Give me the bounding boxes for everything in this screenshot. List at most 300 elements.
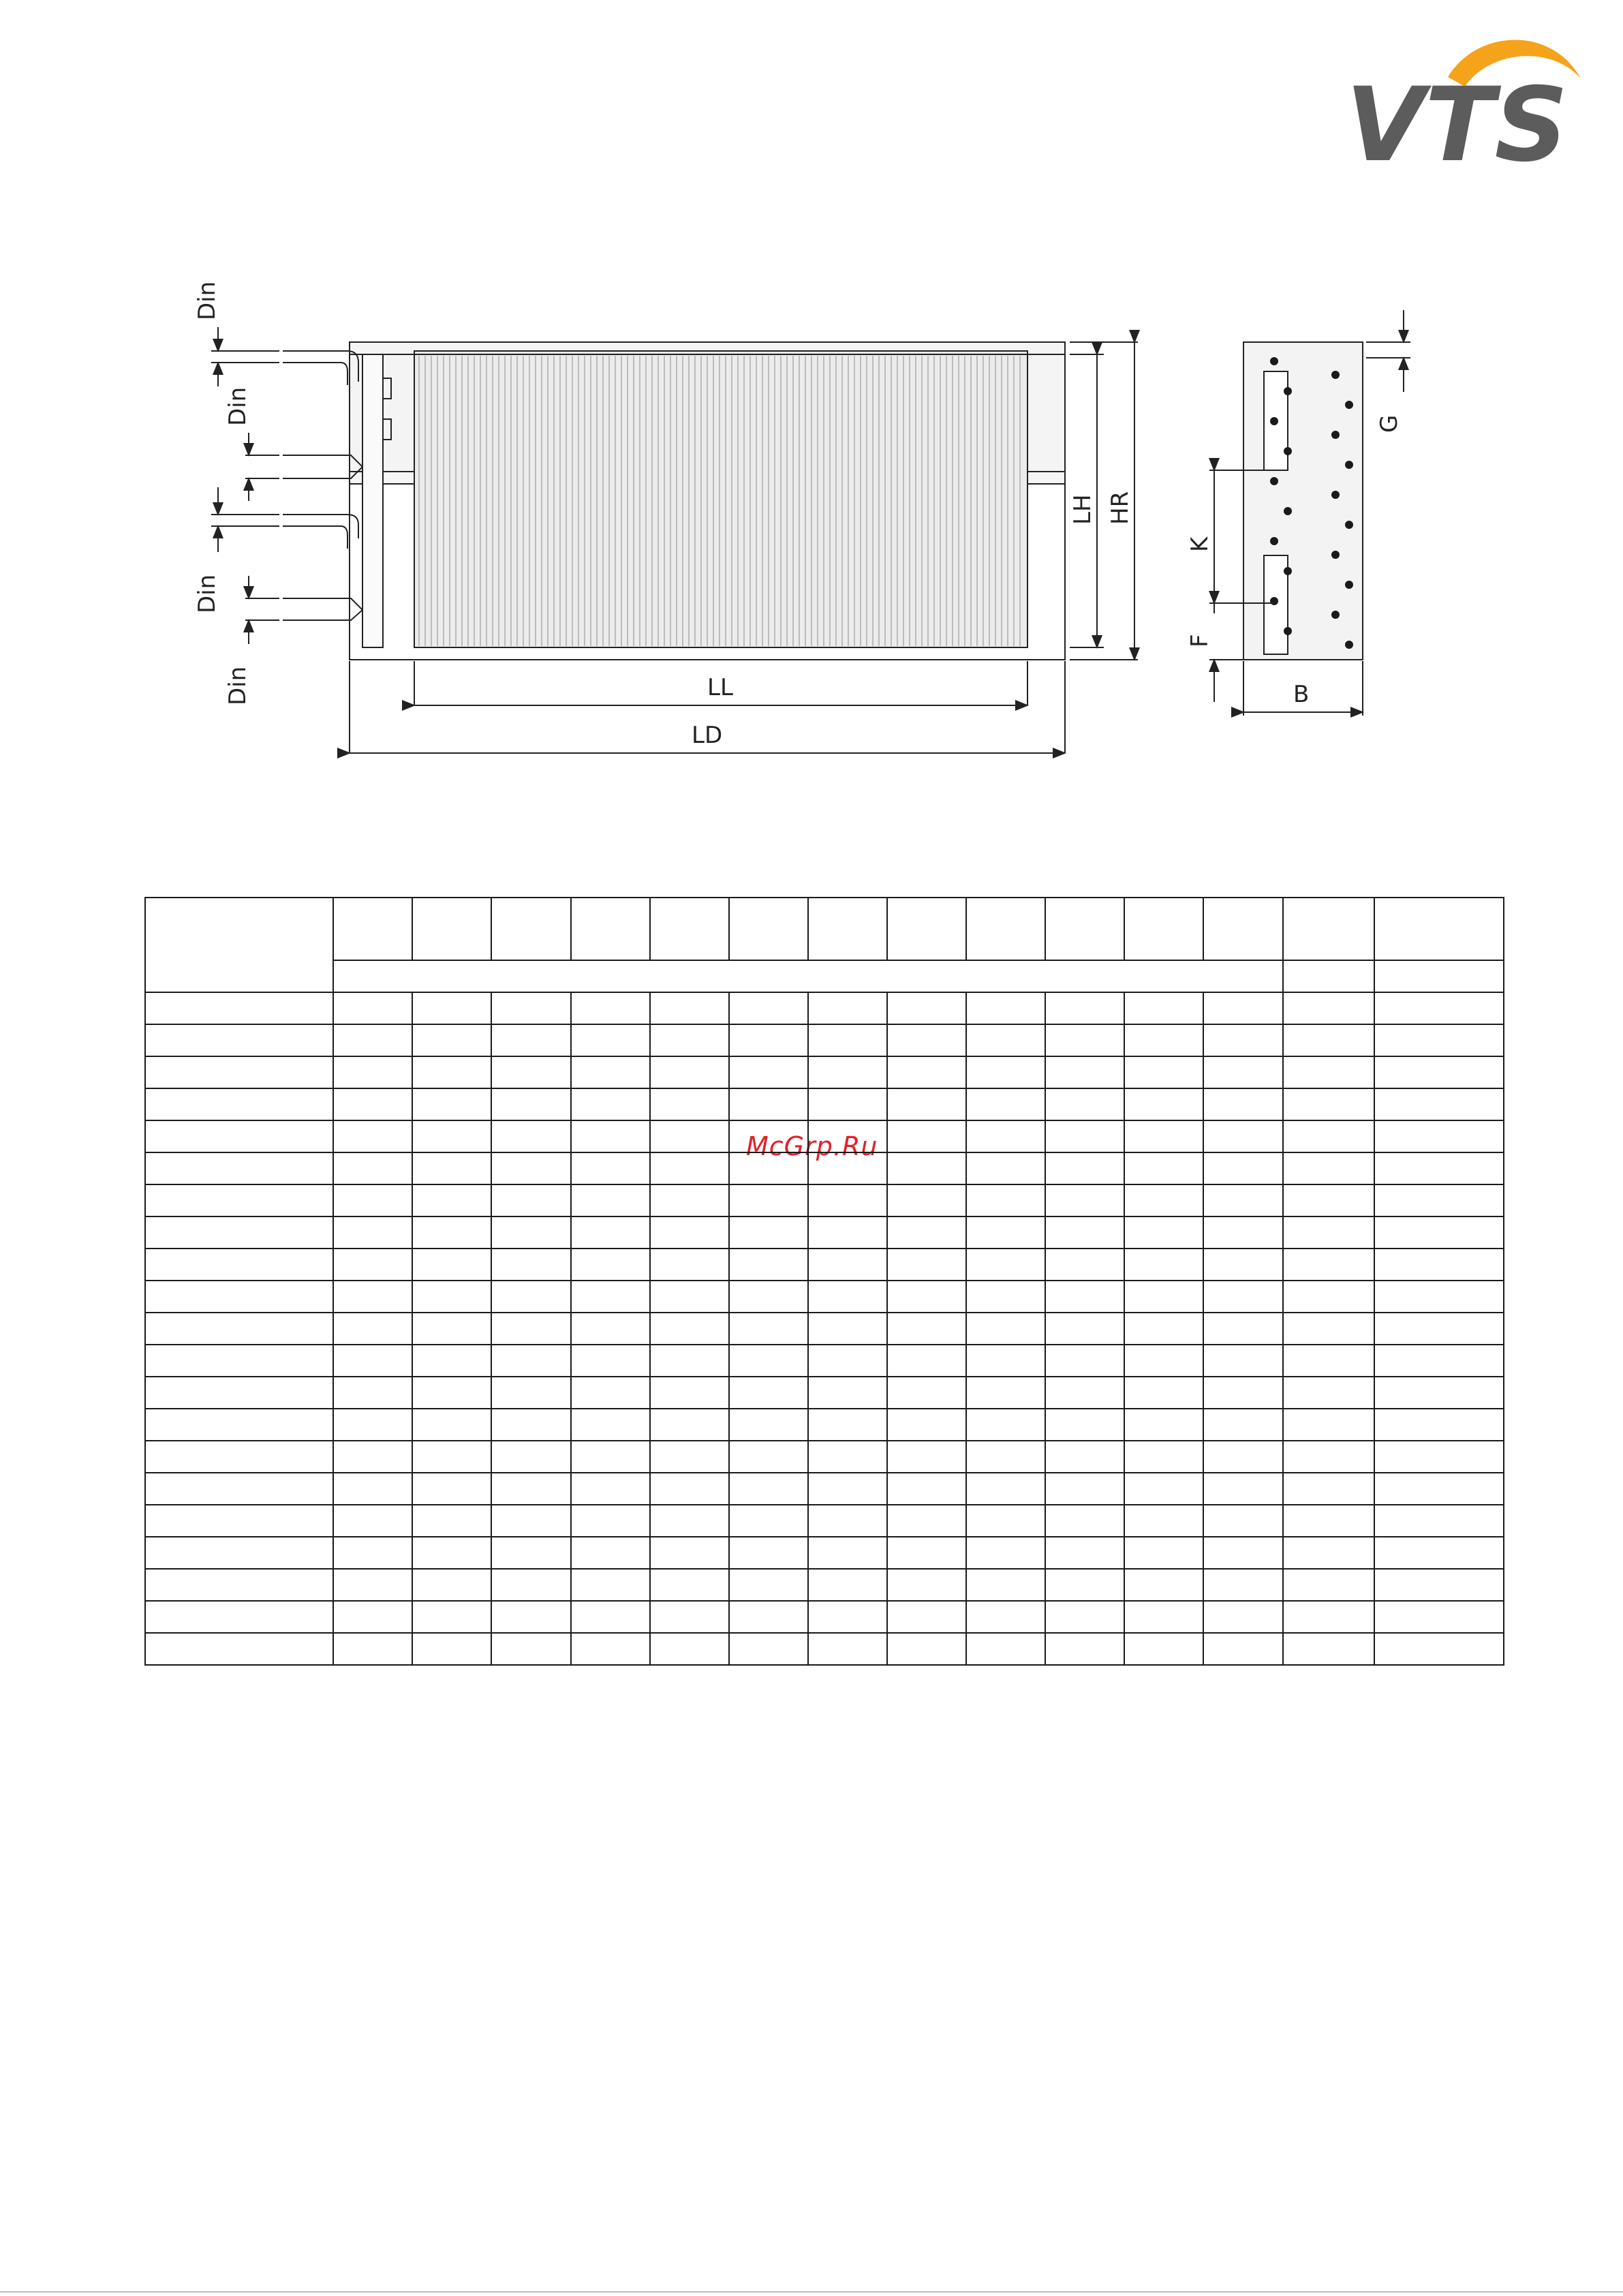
header-cell: [491, 898, 570, 960]
table-cell: [1124, 1473, 1203, 1505]
table-cell: [1374, 1056, 1504, 1088]
table-cell: [571, 1120, 650, 1152]
table-cell: [491, 1345, 570, 1377]
table-cell: [887, 1601, 966, 1633]
table-row: [145, 1313, 1504, 1345]
table-cell: [808, 1601, 887, 1633]
table-cell: [966, 1024, 1045, 1056]
table-cell: [1374, 1152, 1504, 1184]
tube-dot: [1284, 567, 1292, 575]
table-cell: [491, 1056, 570, 1088]
table-cell: [1374, 1249, 1504, 1281]
table-cell: [729, 1409, 808, 1441]
label-f: F: [1186, 634, 1214, 647]
table-cell: [1374, 1409, 1504, 1441]
table-cell: [1045, 1281, 1124, 1313]
table-cell: [729, 1377, 808, 1409]
table-cell: [808, 1313, 887, 1345]
tube-dot: [1345, 461, 1353, 469]
table-cell: [1203, 1216, 1282, 1249]
table-cell: [887, 1024, 966, 1056]
table-row: [145, 1088, 1504, 1120]
table-cell: [1124, 1056, 1203, 1088]
table-cell: [412, 1473, 491, 1505]
tube-dot: [1270, 597, 1278, 605]
table-cell: [1374, 1505, 1504, 1537]
table-cell: [808, 1569, 887, 1601]
table-cell: [145, 1216, 333, 1249]
table-cell: [1283, 1152, 1374, 1184]
table-cell: [650, 1313, 729, 1345]
outlet-pipe-2: [283, 598, 362, 620]
table-cell: [412, 1152, 491, 1184]
table-cell: [571, 1633, 650, 1665]
table-cell: [1283, 1505, 1374, 1537]
table-cell: [887, 1120, 966, 1152]
table-cell: [1045, 1024, 1124, 1056]
table-cell: [145, 1088, 333, 1120]
table-cell: [966, 1281, 1045, 1313]
table-cell: [808, 1024, 887, 1056]
table-cell: [729, 1633, 808, 1665]
table-cell: [650, 1473, 729, 1505]
table-cell: [887, 1569, 966, 1601]
table-cell: [1283, 1281, 1374, 1313]
tube-dot: [1270, 417, 1278, 425]
table-cell: [412, 992, 491, 1024]
table-cell: [491, 1441, 570, 1473]
table-cell: [412, 1537, 491, 1569]
table-cell: [1045, 1088, 1124, 1120]
table-row: [145, 1409, 1504, 1441]
table-row: [145, 1633, 1504, 1665]
label-b: B: [1293, 681, 1310, 708]
table-cell: [145, 992, 333, 1024]
header-cell: [1374, 898, 1504, 960]
table-cell: [729, 1601, 808, 1633]
table-row: [145, 1345, 1504, 1377]
table-cell: [650, 1120, 729, 1152]
tube-dot: [1284, 507, 1292, 515]
table-cell: [571, 1345, 650, 1377]
table-cell: [412, 1249, 491, 1281]
table-cell: [966, 1313, 1045, 1345]
header-cell: [333, 960, 1282, 992]
table-cell: [729, 1120, 808, 1152]
table-cell: [1283, 992, 1374, 1024]
table-cell: [729, 992, 808, 1024]
table-cell: [966, 1633, 1045, 1665]
table-cell: [412, 1024, 491, 1056]
table-cell: [1283, 1473, 1374, 1505]
table-cell: [887, 1377, 966, 1409]
table-cell: [491, 1505, 570, 1537]
table-cell: [729, 1281, 808, 1313]
table-cell: [1374, 1313, 1504, 1345]
table-cell: [145, 1313, 333, 1345]
header-cell: [1124, 898, 1203, 960]
tube-dot: [1345, 641, 1353, 649]
table-cell: [333, 1441, 412, 1473]
table-cell: [1045, 1473, 1124, 1505]
table-cell: [491, 1409, 570, 1441]
table-cell: [966, 1537, 1045, 1569]
header-cell: [412, 898, 491, 960]
table-cell: [808, 992, 887, 1024]
table-cell: [412, 1409, 491, 1441]
table-cell: [145, 1345, 333, 1377]
table-cell: [333, 1505, 412, 1537]
table-cell: [571, 992, 650, 1024]
header-cell: [650, 898, 729, 960]
table-cell: [1203, 1152, 1282, 1184]
table-cell: [333, 1120, 412, 1152]
table-cell: [1124, 1313, 1203, 1345]
table-cell: [1283, 1249, 1374, 1281]
table-cell: [1283, 1088, 1374, 1120]
table-cell: [412, 1088, 491, 1120]
header-cell: [571, 898, 650, 960]
table-cell: [333, 1569, 412, 1601]
table-cell: [333, 1249, 412, 1281]
table-cell: [491, 1216, 570, 1249]
table-row: [145, 1152, 1504, 1184]
table-cell: [571, 1505, 650, 1537]
table-cell: [571, 1537, 650, 1569]
table-cell: [650, 1441, 729, 1473]
table-cell: [1124, 1441, 1203, 1473]
table-row: [145, 1537, 1504, 1569]
header-cell: [1374, 960, 1504, 992]
table-cell: [1045, 1569, 1124, 1601]
table-cell: [808, 1473, 887, 1505]
table-cell: [1124, 1569, 1203, 1601]
table-cell: [1283, 1216, 1374, 1249]
table-cell: [491, 1184, 570, 1216]
table-cell: [145, 1024, 333, 1056]
table-cell: [650, 1537, 729, 1569]
table-cell: [650, 1152, 729, 1184]
table-cell: [1374, 1184, 1504, 1216]
table-cell: [571, 1377, 650, 1409]
table-cell: [571, 1024, 650, 1056]
table-row: [145, 1473, 1504, 1505]
table-cell: [145, 1056, 333, 1088]
table-cell: [145, 1152, 333, 1184]
table-cell: [491, 1633, 570, 1665]
table-cell: [412, 1281, 491, 1313]
table-cell: [729, 1441, 808, 1473]
table-cell: [966, 992, 1045, 1024]
table-cell: [1283, 1313, 1374, 1345]
table-cell: [650, 1249, 729, 1281]
table-cell: [1203, 1569, 1282, 1601]
table-cell: [571, 1569, 650, 1601]
table-cell: [966, 1377, 1045, 1409]
header-cell: [729, 898, 808, 960]
table-cell: [1374, 1441, 1504, 1473]
table-cell: [887, 1441, 966, 1473]
table-cell: [729, 1024, 808, 1056]
tube-dot: [1284, 627, 1292, 635]
table-cell: [1203, 1056, 1282, 1088]
header-cell: [808, 898, 887, 960]
table-cell: [808, 1249, 887, 1281]
table-cell: [491, 1601, 570, 1633]
table-cell: [729, 1152, 808, 1184]
table-cell: [966, 1249, 1045, 1281]
table-row: [145, 1505, 1504, 1537]
table-cell: [571, 1601, 650, 1633]
table-cell: [966, 1345, 1045, 1377]
table-cell: [491, 1537, 570, 1569]
table-cell: [1124, 1216, 1203, 1249]
table-cell: [650, 1184, 729, 1216]
tube-dot: [1345, 581, 1353, 589]
table-cell: [1124, 1120, 1203, 1152]
table-cell: [1124, 1409, 1203, 1441]
table-cell: [966, 1601, 1045, 1633]
table-cell: [1203, 992, 1282, 1024]
table-cell: [966, 1088, 1045, 1120]
tube-dot: [1331, 371, 1340, 379]
table-cell: [966, 1152, 1045, 1184]
table-cell: [966, 1120, 1045, 1152]
table-cell: [145, 1473, 333, 1505]
table-cell: [1045, 992, 1124, 1024]
table-cell: [808, 1120, 887, 1152]
table-cell: [333, 1281, 412, 1313]
header-cell: [1283, 960, 1374, 992]
table-cell: [491, 1313, 570, 1345]
table-cell: [650, 1216, 729, 1249]
table-cell: [145, 1184, 333, 1216]
table-cell: [1374, 992, 1504, 1024]
table-cell: [966, 1473, 1045, 1505]
label-ld: LD: [692, 722, 723, 749]
tube-dot: [1331, 611, 1340, 619]
table-cell: [1124, 1345, 1203, 1377]
table-cell: [1283, 1537, 1374, 1569]
table-cell: [412, 1505, 491, 1537]
table-cell: [808, 1409, 887, 1441]
table-cell: [650, 1569, 729, 1601]
bottom-rule: [0, 2291, 1623, 2293]
table-cell: [1283, 1601, 1374, 1633]
table-cell: [808, 1152, 887, 1184]
table-cell: [1045, 1216, 1124, 1249]
specification-table: [144, 897, 1504, 1666]
table-cell: [729, 1184, 808, 1216]
table-cell: [145, 1569, 333, 1601]
table-cell: [1203, 1088, 1282, 1120]
table-cell: [1203, 1601, 1282, 1633]
table-cell: [650, 1601, 729, 1633]
table-cell: [1124, 1152, 1203, 1184]
table-cell: [1045, 1313, 1124, 1345]
table-cell: [1203, 1633, 1282, 1665]
table-cell: [1283, 1056, 1374, 1088]
table-cell: [1045, 1056, 1124, 1088]
table-cell: [729, 1505, 808, 1537]
table-cell: [887, 1505, 966, 1537]
table-cell: [729, 1088, 808, 1120]
table-cell: [571, 1313, 650, 1345]
table-cell: [729, 1537, 808, 1569]
table-cell: [729, 1473, 808, 1505]
table-cell: [333, 1409, 412, 1441]
table-cell: [1045, 1441, 1124, 1473]
table-cell: [491, 1473, 570, 1505]
table-cell: [808, 1088, 887, 1120]
table-cell: [1203, 1377, 1282, 1409]
table-cell: [491, 1281, 570, 1313]
table-cell: [333, 1056, 412, 1088]
table-cell: [412, 1345, 491, 1377]
table-cell: [808, 1184, 887, 1216]
table-cell: [1203, 1505, 1282, 1537]
header-cell: [1203, 898, 1282, 960]
table-cell: [1374, 1601, 1504, 1633]
table-cell: [966, 1409, 1045, 1441]
table-cell: [887, 1313, 966, 1345]
table-cell: [966, 1441, 1045, 1473]
table-cell: [808, 1377, 887, 1409]
table-row: [145, 1377, 1504, 1409]
table-cell: [1045, 1537, 1124, 1569]
table-cell: [412, 1569, 491, 1601]
table-cell: [1203, 1537, 1282, 1569]
label-din-3: Din: [194, 574, 221, 613]
table-cell: [1203, 1281, 1282, 1313]
table-cell: [1045, 1505, 1124, 1537]
tube-dot: [1270, 477, 1278, 485]
table-cell: [729, 1569, 808, 1601]
table-cell: [333, 1345, 412, 1377]
table-cell: [145, 1281, 333, 1313]
label-lh: LH: [1069, 494, 1096, 525]
table-cell: [145, 1633, 333, 1665]
table-cell: [887, 1088, 966, 1120]
table-cell: [1203, 1409, 1282, 1441]
table-cell: [808, 1505, 887, 1537]
table-cell: [1045, 1152, 1124, 1184]
side-frame: [1243, 342, 1363, 660]
table-cell: [808, 1633, 887, 1665]
table-cell: [145, 1441, 333, 1473]
table-cell: [1374, 1024, 1504, 1056]
table-cell: [650, 1024, 729, 1056]
table-cell: [1045, 1345, 1124, 1377]
table-cell: [412, 1120, 491, 1152]
table-cell: [1124, 1088, 1203, 1120]
table-cell: [1283, 1377, 1374, 1409]
table-row: [145, 1601, 1504, 1633]
table-cell: [1203, 1249, 1282, 1281]
table-cell: [491, 1377, 570, 1409]
table-row: [145, 1216, 1504, 1249]
table-cell: [491, 1152, 570, 1184]
table-cell: [966, 1056, 1045, 1088]
table-cell: [887, 1281, 966, 1313]
table-cell: [1203, 1024, 1282, 1056]
label-din-2: Din: [224, 386, 251, 426]
table-cell: [729, 1056, 808, 1088]
table-cell: [1045, 1249, 1124, 1281]
tube-dot: [1345, 521, 1353, 529]
table-row: [145, 1441, 1504, 1473]
tube-dot: [1331, 491, 1340, 499]
table-cell: [333, 1377, 412, 1409]
table-cell: [491, 1024, 570, 1056]
table-cell: [1124, 1537, 1203, 1569]
table-cell: [1124, 1184, 1203, 1216]
table-cell: [1283, 1120, 1374, 1152]
tube-dot: [1331, 551, 1340, 559]
table-cell: [333, 1537, 412, 1569]
table-row: [145, 1249, 1504, 1281]
table-cell: [1283, 1569, 1374, 1601]
table-cell: [571, 1056, 650, 1088]
table-cell: [650, 1633, 729, 1665]
table-cell: [491, 992, 570, 1024]
table-cell: [966, 1216, 1045, 1249]
table-cell: [571, 1441, 650, 1473]
table-cell: [1045, 1601, 1124, 1633]
table-cell: [887, 1152, 966, 1184]
table-cell: [1203, 1441, 1282, 1473]
table-cell: [571, 1473, 650, 1505]
table-cell: [571, 1409, 650, 1441]
table-cell: [1045, 1120, 1124, 1152]
table-cell: [412, 1313, 491, 1345]
table-cell: [571, 1088, 650, 1120]
header-cell: [333, 898, 412, 960]
table-cell: [1203, 1345, 1282, 1377]
vts-logo: [1346, 24, 1591, 170]
table-cell: [333, 1633, 412, 1665]
table-cell: [145, 1505, 333, 1537]
table-cell: [729, 1249, 808, 1281]
tube-dot: [1345, 401, 1353, 409]
table-cell: [145, 1377, 333, 1409]
table-cell: [1374, 1088, 1504, 1120]
table-cell: [333, 992, 412, 1024]
table-cell: [887, 1056, 966, 1088]
coil-technical-drawing: [184, 252, 1417, 770]
table-cell: [1374, 1633, 1504, 1665]
table-cell: [333, 1473, 412, 1505]
table-cell: [1203, 1120, 1282, 1152]
table-row: [145, 1569, 1504, 1601]
header-cell: [1283, 898, 1374, 960]
table-cell: [650, 1345, 729, 1377]
table-cell: [887, 992, 966, 1024]
table-cell: [1283, 1441, 1374, 1473]
tube-dot: [1270, 537, 1278, 545]
table-cell: [1374, 1537, 1504, 1569]
table-row: [145, 992, 1504, 1024]
table-cell: [650, 1088, 729, 1120]
table-cell: [333, 1024, 412, 1056]
table-cell: [887, 1216, 966, 1249]
tube-dot: [1270, 357, 1278, 365]
table-cell: [145, 1601, 333, 1633]
table-cell: [887, 1184, 966, 1216]
table-cell: [1374, 1120, 1504, 1152]
table-cell: [491, 1120, 570, 1152]
table-cell: [966, 1184, 1045, 1216]
